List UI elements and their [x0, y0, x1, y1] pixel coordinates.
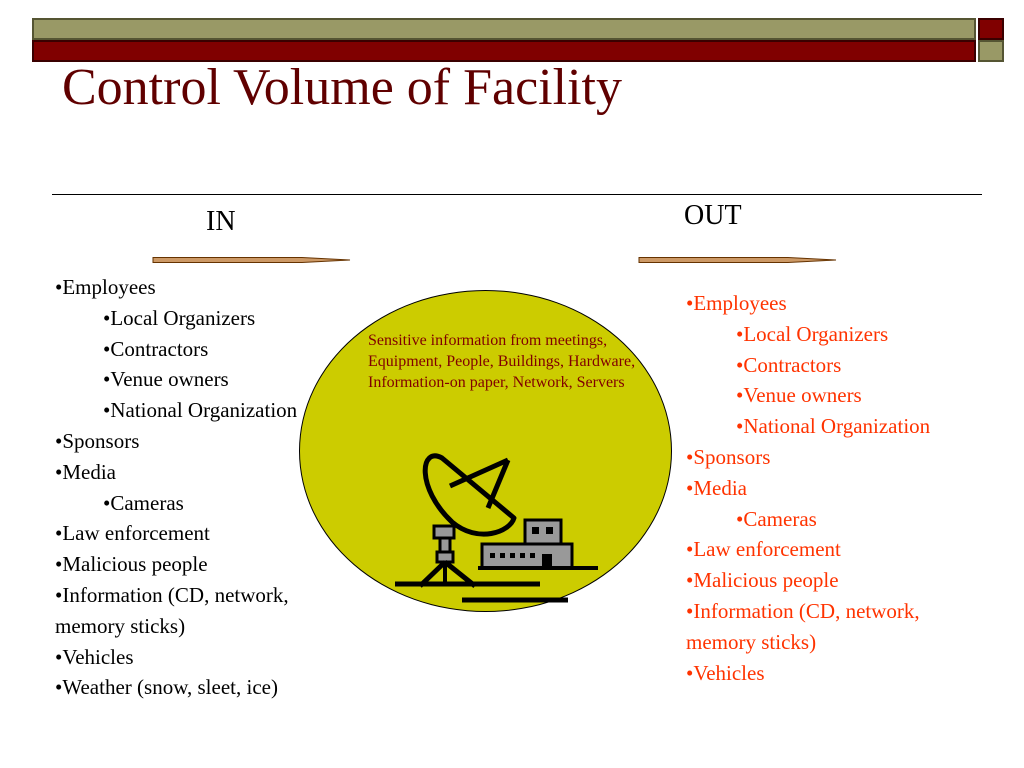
in-list	[55, 272, 345, 703]
list-item: •National Organization	[736, 414, 931, 439]
list-item: •Contractors	[736, 352, 842, 377]
list-item: •Weather (snow, sleet, ice)	[55, 675, 278, 700]
list-item: •Local Organizers	[736, 321, 889, 346]
list-item: •National Organization	[103, 398, 298, 423]
list-item: •Contractors	[103, 336, 209, 361]
list-item: •Vehicles	[55, 644, 134, 669]
list-item: •Sponsors	[55, 428, 140, 453]
list-item: •Cameras	[736, 506, 817, 531]
out-label: OUT	[684, 200, 742, 231]
list-item: •Malicious people	[55, 552, 208, 577]
out-list	[686, 288, 986, 688]
list-item: •Media	[686, 475, 748, 500]
list-item: •Information (CD, network, memory sticks)	[686, 598, 920, 654]
divider-line	[52, 194, 982, 195]
list-item: •Venue owners	[736, 383, 862, 408]
list-item: •Employees	[686, 291, 787, 315]
satellite-dish-icon	[390, 448, 600, 608]
list-item: •Malicious people	[686, 568, 839, 593]
out-arrow-icon	[638, 252, 838, 268]
list-item: •Local Organizers	[103, 305, 256, 330]
center-description: Sensitive information from meetings, Equipment, People, Buildings, Hardware, Information-on paper, Network, Servers	[368, 332, 636, 391]
list-item: •Venue owners	[103, 367, 229, 392]
slide-title: Control Volume of Facility	[62, 59, 622, 116]
corner-block-maroon	[978, 18, 1004, 40]
list-item: •Cameras	[103, 490, 184, 515]
list-item: •Media	[55, 459, 117, 484]
in-label: IN	[206, 206, 236, 237]
header-bar-olive	[32, 18, 976, 40]
list-item: •Sponsors	[686, 444, 771, 469]
corner-block-olive	[978, 40, 1004, 62]
list-item: •Employees	[55, 275, 156, 299]
list-item: •Law enforcement	[686, 537, 841, 562]
list-item: •Information (CD, network, memory sticks)	[55, 582, 289, 638]
in-arrow-icon	[152, 252, 352, 268]
list-item: •Law enforcement	[55, 521, 210, 546]
list-item: •Vehicles	[686, 660, 765, 685]
